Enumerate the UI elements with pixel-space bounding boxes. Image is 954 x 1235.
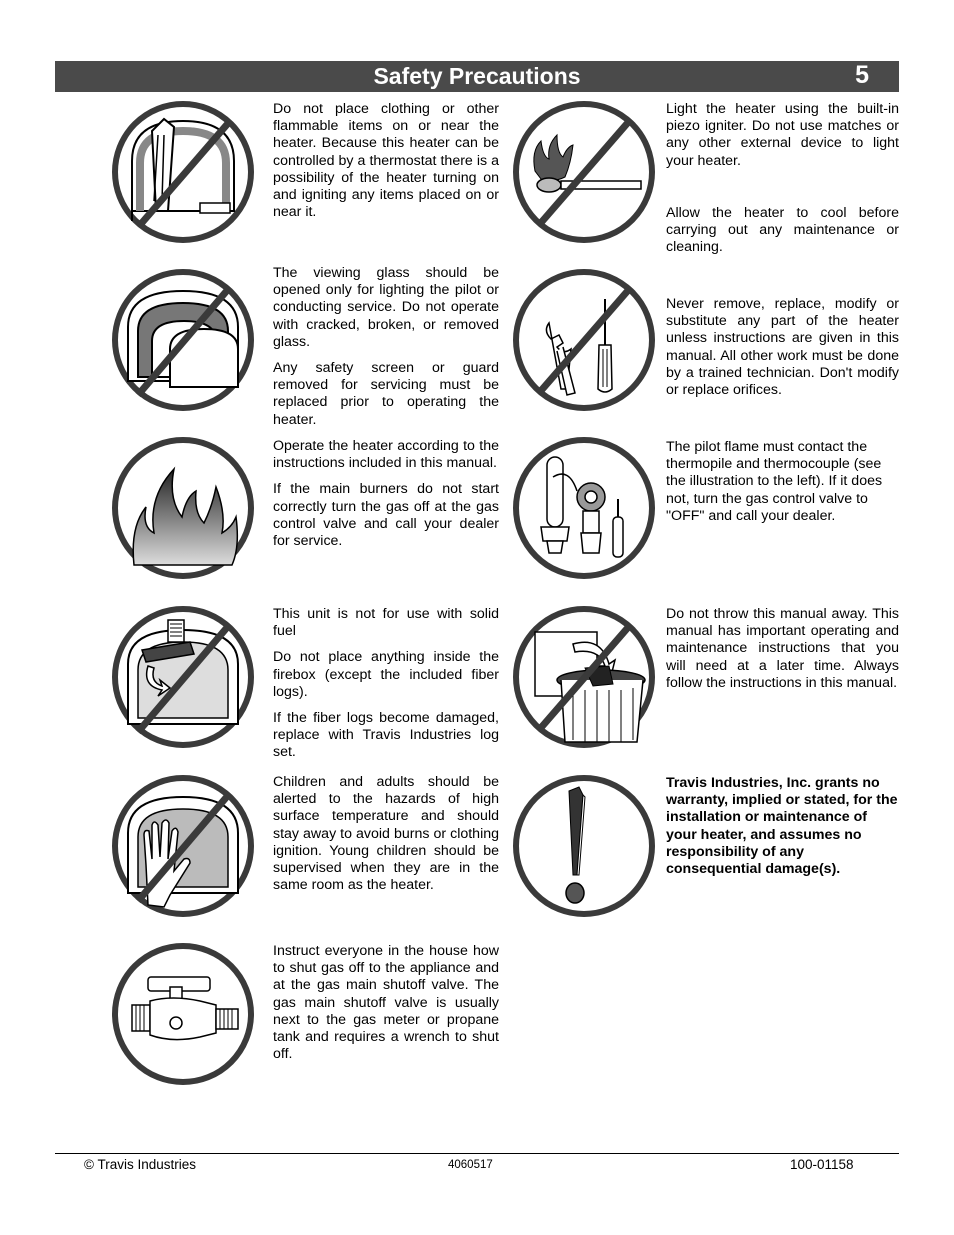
- paragraph: Do not place clothing or other flammable items on or near the heater. Because this heater can be controlled by a thermostat there is a possibility of the heater turning on and igniting any items placed on or near it.: [273, 101, 499, 221]
- footer-part-number: 100-01158: [790, 1157, 854, 1172]
- section-header-bar: [55, 61, 899, 92]
- exclamation-warning-icon: [513, 775, 655, 917]
- safety-text-warranty: [666, 775, 899, 878]
- no-flammable-items-icon: [112, 101, 254, 243]
- paragraph: Children and adults should be alerted to the hazards of high surface temperature and should stay away to avoid burns or clothing ignition. Young children should be supervised when they are in the same room as the heater.: [273, 774, 499, 894]
- page-title: Safety Precautions: [373, 63, 581, 89]
- safety-text-cool: [666, 205, 899, 257]
- paragraph: Light the heater using the built-in piezo igniter. Do not use matches or any other external device to light your heater.: [666, 101, 899, 169]
- no-discard-manual-icon: [513, 606, 655, 748]
- paragraph: Allow the heater to cool before carrying out any maintenance or cleaning.: [666, 205, 899, 256]
- no-modification-tools-icon: [513, 269, 655, 411]
- paragraph: Do not place anything inside the firebox (except the included fiber logs).: [273, 649, 499, 700]
- paragraph: Do not throw this manual away. This manual has important operating and maintenance instructions that you will need at a later time. Always follow the instructions in this manual.: [666, 606, 899, 691]
- safety-text-viewing-glass: [273, 265, 499, 429]
- paragraph: If the main burners do not start correctly turn the gas off at the gas control valve and call your dealer for service.: [273, 481, 499, 550]
- safety-text-keep-manual: [666, 606, 899, 692]
- no-touch-hot-surface-icon: [112, 775, 254, 917]
- safety-text-flammable-items: [273, 101, 499, 221]
- safety-text-piezo: [666, 101, 899, 170]
- footer-divider: [55, 1153, 899, 1154]
- paragraph: Never remove, replace, modify or substitute any part of the heater unless instructions are given in this manual. All other work must be done by a trained technician. Don't modify or replace orifices.: [666, 296, 899, 399]
- no-matches-icon: [513, 101, 655, 243]
- paragraph: Instruct everyone in the house how to shut gas off to the appliance and at the gas main shutoff valve. The gas main shutoff valve is usually next to the gas meter or propane tank and requires a wrench to shut off.: [273, 943, 499, 1063]
- no-open-glass-icon: [112, 269, 254, 411]
- safety-text-solid-fuel: [273, 606, 499, 762]
- footer-code: 4060517: [448, 1159, 493, 1171]
- footer-copyright: © Travis Industries: [84, 1157, 196, 1172]
- pilot-assembly-icon: [513, 437, 655, 579]
- no-solid-fuel-icon: [112, 606, 254, 748]
- paragraph: If the fiber logs become damaged, replace with Travis Industries log set.: [273, 710, 499, 761]
- paragraph: Travis Industries, Inc. grants no warranty, implied or stated, for the installation or maintenance of your heater, and assumes no responsibility of any consequential damage(s).: [666, 775, 898, 878]
- safety-text-gas-shutoff: [273, 943, 499, 1063]
- safety-text-children: [273, 774, 499, 894]
- paragraph: Operate the heater according to the instructions included in this manual.: [273, 438, 499, 472]
- safety-text-pilot-flame: [666, 439, 899, 525]
- safety-text-no-modify: [666, 296, 899, 399]
- paragraph: The pilot flame must contact the thermopile and thermocouple (see the illustration to the left). If it does not, turn the gas control valve to "OFF" and call your dealer.: [666, 439, 883, 524]
- flames-icon: [112, 437, 254, 579]
- paragraph: Any safety screen or guard removed for servicing must be replaced prior to operating the heater.: [273, 360, 499, 428]
- page-number: 5: [855, 61, 869, 89]
- gas-shutoff-valve-icon: [112, 943, 254, 1085]
- safety-text-operate: [273, 438, 499, 550]
- paragraph: This unit is not for use with solid fuel: [273, 606, 499, 640]
- paragraph: The viewing glass should be opened only for lighting the pilot or conducting service. Do not operate with cracked, broken, or removed glass.: [273, 265, 499, 350]
